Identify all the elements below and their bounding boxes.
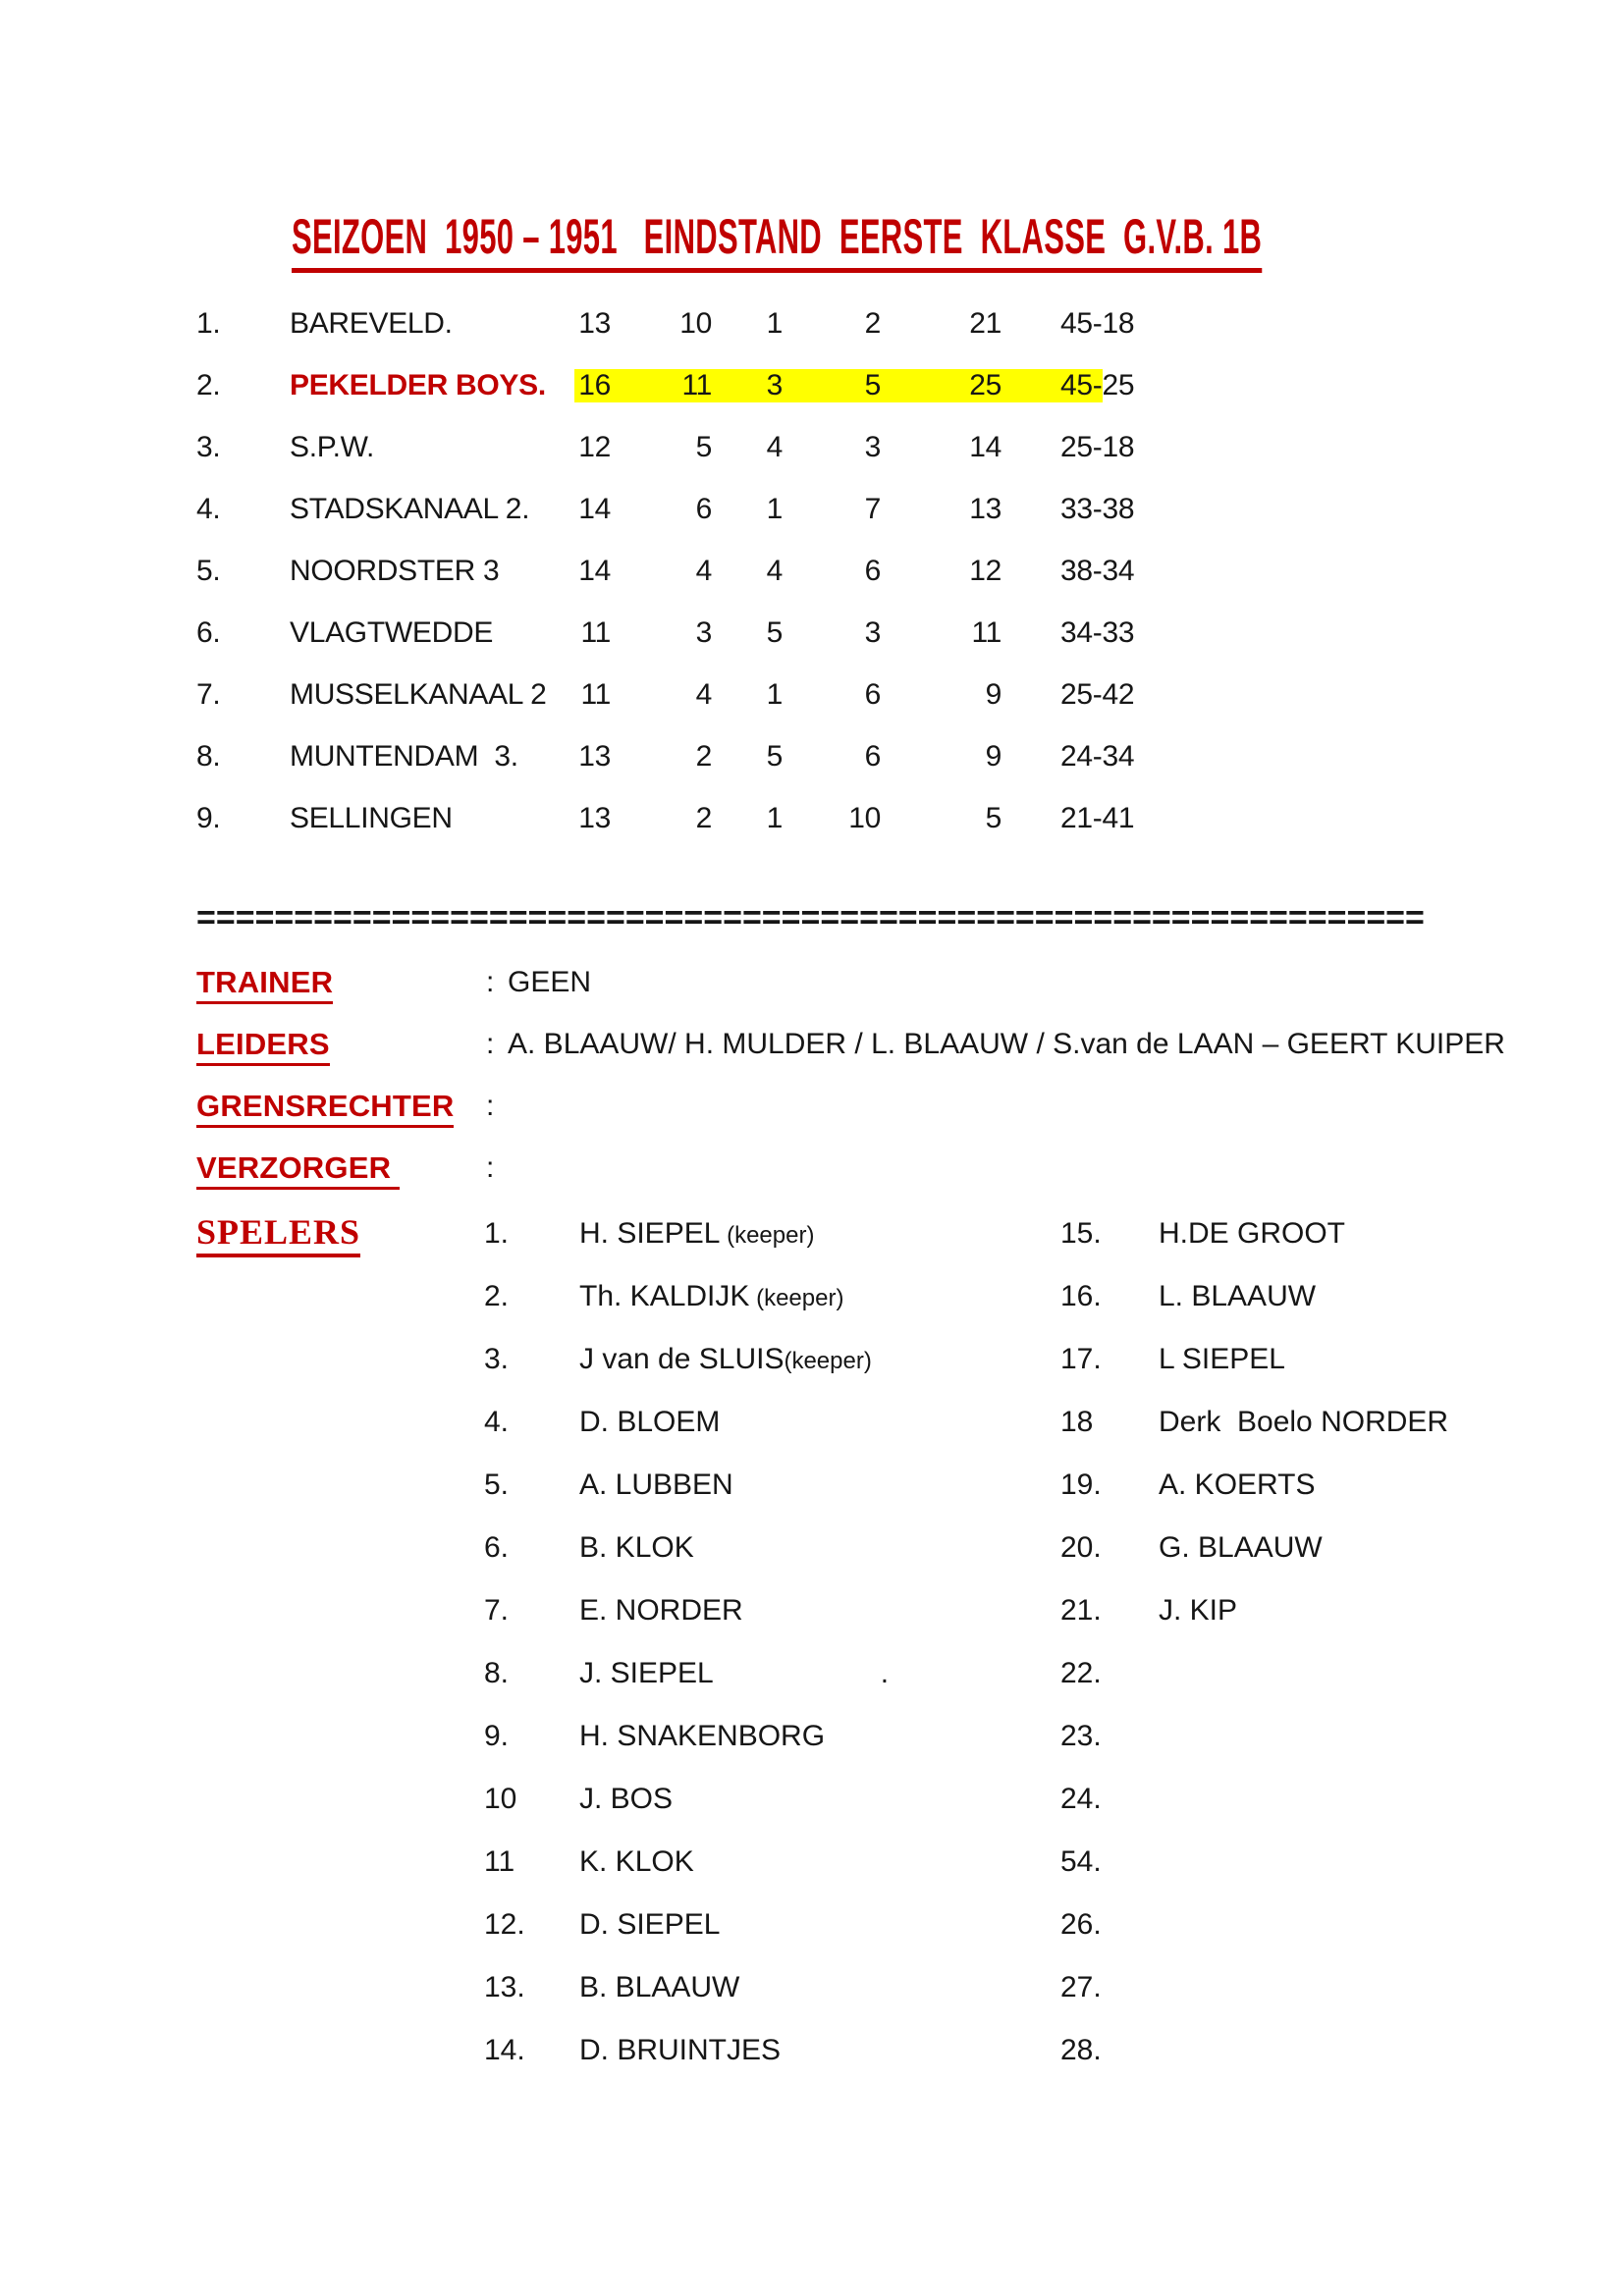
player-number-left: 8. [484, 1657, 510, 1689]
team-name: PEKELDER BOYS. [290, 368, 546, 401]
player-name-right: A. KOERTS [1159, 1468, 1316, 1501]
matches-played: 14 [578, 554, 611, 587]
player-number-right: 21. [1060, 1594, 1102, 1627]
player-name-text: D. SIEPEL [579, 1908, 721, 1941]
player-name-right: G. BLAAUW [1159, 1531, 1323, 1564]
staff-label-text: TRAINER [196, 965, 333, 1004]
player-number-right: 16. [1060, 1280, 1102, 1312]
player-row [0, 2019, 1624, 2082]
matches-won: 4 [695, 554, 712, 587]
matches-drawn: 1 [766, 306, 783, 340]
rank-number: 6. [196, 615, 221, 649]
player-name-right: H.DE GROOT [1159, 1217, 1346, 1250]
player-name-right: L SIEPEL [1159, 1343, 1285, 1375]
team-name: S.P.W. [290, 430, 375, 463]
matches-drawn: 1 [766, 492, 783, 525]
staff-value: A. BLAAUW/ H. MULDER / L. BLAAUW / S.van de LAAN – GEERT KUIPER [508, 1027, 1505, 1060]
player-name-left [579, 1971, 1060, 2004]
player-name-text: B. BLAAUW [579, 1971, 740, 2003]
points: 12 [969, 554, 1001, 587]
player-number-left: 3. [484, 1343, 510, 1375]
player-row [0, 1328, 1624, 1391]
goal-difference: 25-42 [1060, 677, 1135, 711]
player-name-text: Th. KALDIJK [579, 1280, 750, 1312]
player-name-left [579, 2034, 1060, 2067]
standings-row [0, 602, 1624, 664]
matches-played: 12 [578, 430, 611, 463]
player-number-right: 22. [1060, 1657, 1102, 1689]
player-row [0, 1391, 1624, 1454]
matches-drawn: 3 [766, 368, 783, 401]
matches-played: 11 [580, 677, 611, 711]
player-row [0, 1202, 1624, 1265]
standings-row [0, 354, 1624, 416]
rank-number: 1. [196, 306, 221, 340]
standings-row [0, 478, 1624, 540]
matches-won: 4 [695, 677, 712, 711]
player-name-text: A. LUBBEN [579, 1468, 733, 1501]
matches-played: 13 [578, 739, 611, 773]
player-name-right: J. KIP [1159, 1594, 1238, 1627]
team-name: MUNTENDAM 3. [290, 739, 518, 773]
player-row [0, 1705, 1624, 1768]
player-number-left: 4. [484, 1406, 510, 1438]
player-name-text: J. BOS [579, 1783, 674, 1815]
player-number-left: 13. [484, 1971, 525, 2003]
goal-difference: 45-18 [1060, 306, 1135, 340]
player-row [0, 1956, 1624, 2019]
player-name-text: E. NORDER [579, 1594, 743, 1627]
player-name-right: L. BLAAUW [1159, 1280, 1317, 1312]
standings-row [0, 293, 1624, 354]
matches-lost: 2 [864, 306, 881, 340]
player-name-left [579, 1280, 1060, 1313]
matches-played: 16 [578, 368, 611, 401]
player-name-text: K. KLOK [579, 1845, 694, 1878]
player-number-right: 17. [1060, 1343, 1102, 1375]
keeper-annotation: (keeper) [720, 1222, 815, 1249]
keeper-annotation: (keeper) [784, 1348, 872, 1374]
player-row [0, 1642, 1624, 1705]
player-name-left [579, 1783, 1060, 1816]
player-row [0, 1265, 1624, 1328]
goal-difference: 38-34 [1060, 554, 1135, 587]
player-number-left: 11 [484, 1845, 515, 1878]
player-name-left [579, 1908, 1060, 1942]
player-number-right: 18 [1060, 1406, 1094, 1438]
player-number-left: 1. [484, 1217, 510, 1250]
player-number-right: 15. [1060, 1217, 1102, 1250]
matches-drawn: 4 [766, 554, 783, 587]
player-row [0, 1894, 1624, 1956]
standings-row [0, 787, 1624, 849]
player-name-text: D. BRUINTJES [579, 2034, 782, 2066]
matches-won: 10 [679, 306, 712, 340]
matches-played: 14 [578, 492, 611, 525]
player-number-left: 12. [484, 1908, 525, 1941]
player-number-left: 14. [484, 2034, 525, 2066]
points: 9 [985, 739, 1001, 773]
player-name-left [579, 1720, 1060, 1753]
matches-won: 2 [695, 801, 712, 834]
goal-difference: 33-38 [1060, 492, 1135, 525]
staff-row [0, 951, 1624, 1013]
rank-number: 9. [196, 801, 221, 834]
staff-label [196, 1150, 486, 1186]
team-name: STADSKANAAL 2. [290, 492, 530, 525]
matches-drawn: 4 [766, 430, 783, 463]
staff-row [0, 1013, 1624, 1075]
player-name-text: J. SIEPEL [579, 1657, 714, 1689]
staff-value: GEEN [508, 965, 592, 998]
player-row [0, 1454, 1624, 1517]
player-name-text: H. SIEPEL [579, 1217, 721, 1250]
points: 25 [969, 368, 1001, 401]
matches-lost: 3 [864, 430, 881, 463]
staff-label-text: GRENSRECHTER [196, 1089, 454, 1128]
team-name: SELLINGEN [290, 801, 453, 834]
player-name-left [579, 1217, 1060, 1251]
player-number-left: 10 [484, 1783, 517, 1815]
staff-label [196, 965, 486, 1000]
player-number-left: 7. [484, 1594, 510, 1627]
player-number-left: 5. [484, 1468, 510, 1501]
staff-label [196, 1027, 486, 1062]
staff-label [196, 1089, 486, 1124]
matches-lost: 6 [864, 554, 881, 587]
matches-won: 2 [695, 739, 712, 773]
matches-lost: 6 [864, 677, 881, 711]
staff-label-text: LEIDERS [196, 1027, 330, 1066]
rank-number: 4. [196, 492, 221, 525]
staff-section [0, 951, 1624, 1199]
matches-won: 3 [695, 615, 712, 649]
rank-number: 3. [196, 430, 221, 463]
matches-drawn: 1 [766, 801, 783, 834]
players-list [0, 1202, 1624, 2082]
player-row [0, 1517, 1624, 1579]
player-name-right: Derk Boelo NORDER [1159, 1406, 1449, 1438]
staff-row [0, 1137, 1624, 1199]
player-name-text: D. BLOEM [579, 1406, 721, 1438]
matches-lost: 7 [864, 492, 881, 525]
matches-won: 5 [695, 430, 712, 463]
player-number-right: 23. [1060, 1720, 1102, 1752]
colon-separator: : [486, 1150, 495, 1184]
player-name-text: H. SNAKENBORG [579, 1720, 826, 1752]
rank-number: 7. [196, 677, 221, 711]
player-name-left [579, 1657, 1060, 1690]
matches-lost: 10 [848, 801, 881, 834]
player-name-left [579, 1845, 1060, 1879]
goal-difference: 25-18 [1060, 430, 1135, 463]
team-name: MUSSELKANAAL 2 [290, 677, 547, 711]
points: 5 [985, 801, 1001, 834]
player-row [0, 1768, 1624, 1831]
matches-won: 11 [681, 368, 712, 401]
matches-drawn: 5 [766, 615, 783, 649]
stray-period: . [880, 1657, 890, 1689]
goal-difference: 34-33 [1060, 615, 1135, 649]
colon-separator: : [486, 1027, 495, 1060]
standings-table [0, 293, 1624, 849]
team-name: BAREVELD. [290, 306, 453, 340]
page-title: SEIZOEN 1950 – 1951 EINDSTAND EERSTE KLASSE G.V.B. 1B [292, 208, 1262, 273]
rank-number: 8. [196, 739, 221, 773]
player-name-text: B. KLOK [579, 1531, 694, 1564]
standings-row [0, 540, 1624, 602]
points: 21 [969, 306, 1001, 340]
player-number-right: 24. [1060, 1783, 1102, 1815]
player-row [0, 1579, 1624, 1642]
keeper-annotation: (keeper) [749, 1285, 844, 1311]
matches-played: 13 [578, 801, 611, 834]
matches-drawn: 1 [766, 677, 783, 711]
goal-difference: 45-25 [1060, 368, 1135, 401]
standings-row [0, 725, 1624, 787]
staff-label-text: VERZORGER [196, 1150, 400, 1190]
matches-lost: 6 [864, 739, 881, 773]
player-number-right: 28. [1060, 2034, 1102, 2066]
player-number-right: 19. [1060, 1468, 1102, 1501]
player-name-left [579, 1594, 1060, 1628]
matches-played: 11 [580, 615, 611, 649]
points: 14 [969, 430, 1001, 463]
player-name-left [579, 1531, 1060, 1565]
divider-line: =============================================================== [196, 899, 1425, 936]
points: 13 [969, 492, 1001, 525]
points: 9 [985, 677, 1001, 711]
staff-row [0, 1075, 1624, 1137]
team-name: NOORDSTER 3 [290, 554, 500, 587]
matches-won: 6 [695, 492, 712, 525]
player-name-left [579, 1406, 1060, 1439]
matches-lost: 5 [864, 368, 881, 401]
matches-lost: 3 [864, 615, 881, 649]
team-name: VLAGTWEDDE [290, 615, 494, 649]
player-number-left: 9. [484, 1720, 510, 1752]
colon-separator: : [486, 1089, 495, 1122]
player-number-left: 2. [484, 1280, 510, 1312]
goal-difference: 24-34 [1060, 739, 1135, 773]
colon-separator: : [486, 965, 495, 998]
player-name-text: J van de SLUIS [579, 1343, 785, 1375]
points: 11 [971, 615, 1001, 649]
matches-played: 13 [578, 306, 611, 340]
player-number-right: 54. [1060, 1845, 1102, 1878]
player-number-left: 6. [484, 1531, 510, 1564]
player-name-left [579, 1343, 1060, 1376]
player-name-left [579, 1468, 1060, 1502]
rank-number: 2. [196, 368, 221, 401]
goal-difference: 21-41 [1060, 801, 1135, 834]
matches-drawn: 5 [766, 739, 783, 773]
player-number-right: 26. [1060, 1908, 1102, 1941]
standings-row [0, 664, 1624, 725]
standings-row [0, 416, 1624, 478]
rank-number: 5. [196, 554, 221, 587]
player-row [0, 1831, 1624, 1894]
player-number-right: 27. [1060, 1971, 1102, 2003]
spelers-heading-label: SPELERS [196, 1211, 360, 1257]
player-number-right: 20. [1060, 1531, 1102, 1564]
